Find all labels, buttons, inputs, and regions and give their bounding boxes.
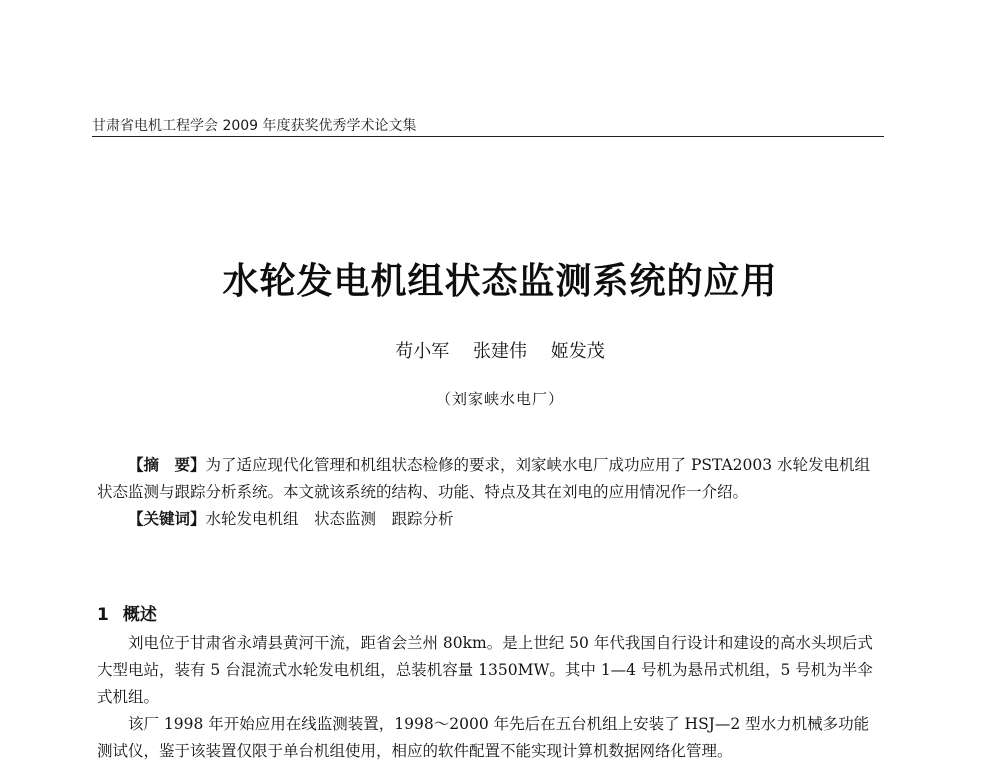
author-name: 姬发茂 xyxy=(550,341,605,362)
section-number: 1 xyxy=(97,605,109,625)
section-body xyxy=(97,630,884,765)
abstract-block xyxy=(97,452,884,533)
running-header: 甘肃省电机工程学会 2009 年度获奖优秀学术论文集 xyxy=(92,118,417,134)
affiliation: （刘家峡水电厂） xyxy=(435,390,564,408)
section-title: 概述 xyxy=(122,605,157,625)
abstract-paragraph xyxy=(97,452,884,506)
keywords-label: 【关键词】 xyxy=(128,510,206,528)
author-name: 张建伟 xyxy=(473,341,527,362)
keywords-paragraph xyxy=(97,506,884,533)
body-paragraph: 刘电位于甘肃省永靖县黄河干流，距省会兰州 80km。是上世纪 50 年代我国自行设计和建设的高水头坝后式大型电站，装有 5 台混流式水轮发电机组，总装机容量 1350MW。其中 1—4 号机为悬吊式机组，5 号机为半伞式机组。 xyxy=(97,634,873,706)
author-list xyxy=(0,340,1000,364)
body-paragraph: 该厂 1998 年开始应用在线监测装置，1998～2000 年先后在五台机组上安装了 HSJ—2 型水力机械多功能测试仪，鉴于该装置仅限于单台机组使用，相应的软件配置不能实现计算机数据网络化管理。 xyxy=(97,715,870,760)
paper-title: 水轮发电机组状态监测系统的应用 xyxy=(222,260,778,302)
section-heading xyxy=(97,604,157,626)
header-rule xyxy=(92,136,884,137)
keywords-text: 水轮发电机组 状态监测 跟踪分析 xyxy=(205,510,454,528)
abstract-label: 【摘 要】 xyxy=(128,456,206,474)
abstract-text: 为了适应现代化管理和机组状态检修的要求，刘家峡水电厂成功应用了 PSTA2003 水轮发电机组状态监测与跟踪分析系统。本文就该系统的结构、功能、特点及其在刘电的应用情况作一介绍。 xyxy=(97,456,871,501)
author-name: 苟小军 xyxy=(395,341,450,362)
